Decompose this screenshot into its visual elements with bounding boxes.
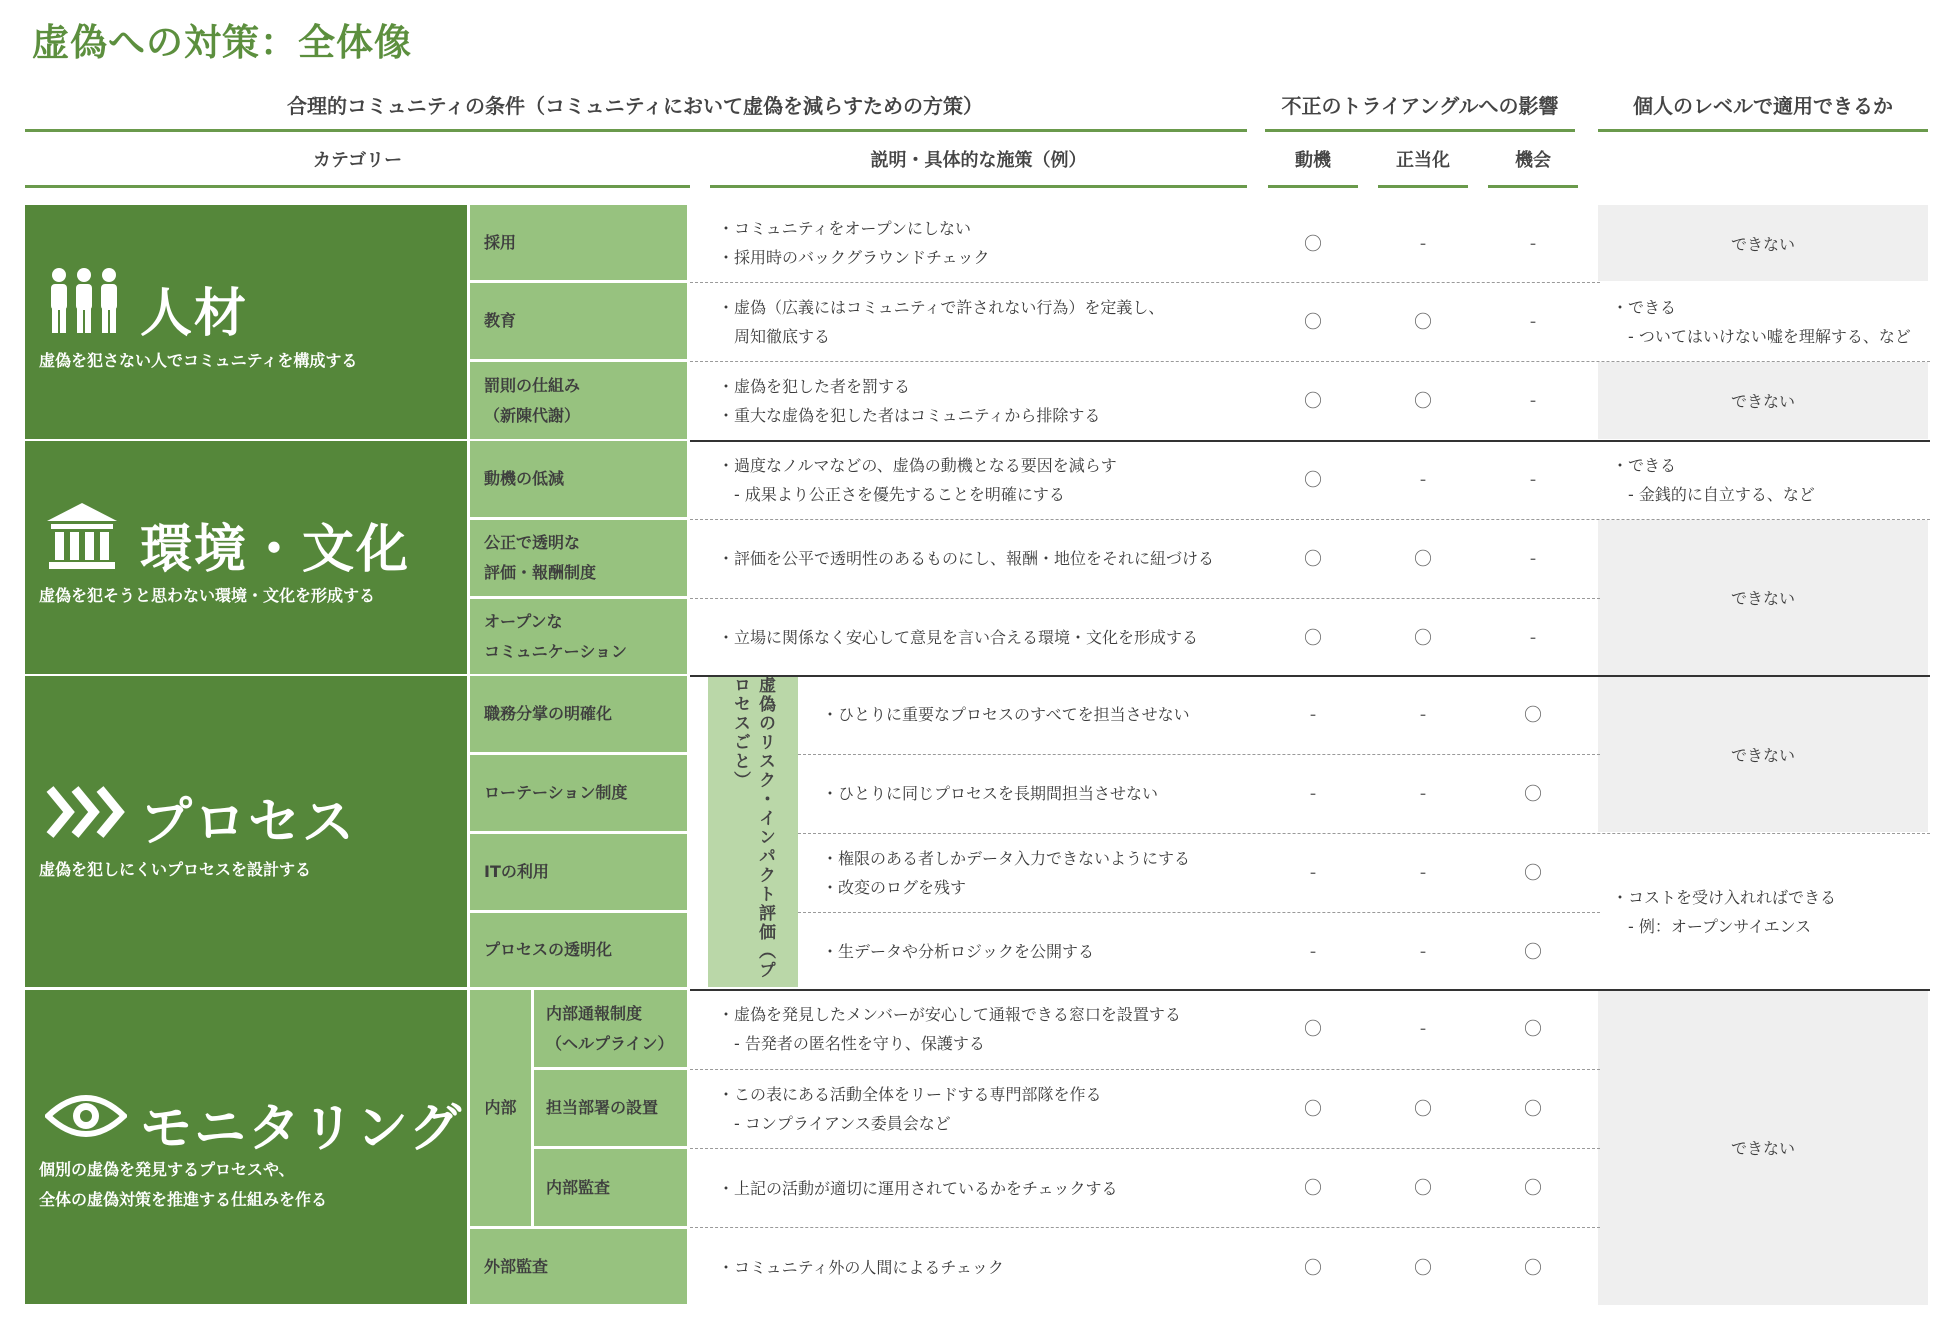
row-divider — [690, 1227, 1600, 1228]
opportunity-mark: - — [1529, 310, 1537, 332]
building-icon — [45, 501, 119, 571]
conditions-rule — [25, 129, 1247, 132]
individual-cell: ・できる - ついてはいけない嘘を理解する、など — [1612, 297, 1911, 346]
row-divider — [690, 1069, 1600, 1070]
section-divider — [690, 440, 1930, 442]
opportunity-header: 機会 — [1515, 150, 1551, 171]
motive-mark: - — [1309, 782, 1317, 804]
description-cell: ・虚偽を発見したメンバーが安心して通報できる窓口を設置する - 告発者の匿名性を守り、保護する — [718, 1005, 1181, 1053]
description-cell: ・コミュニティをオープンにしない ・採用時のバックグラウンドチェック — [718, 219, 990, 267]
internal-group-label: 内部 — [470, 990, 531, 1226]
subcategory-cell: ローテーション制度 — [470, 755, 687, 831]
subcategory-cell: 内部監査 — [534, 1149, 687, 1226]
individual-header: 個人のレベルで適用できるか — [1633, 94, 1893, 118]
category-jinzai — [25, 205, 467, 439]
process-risk-label: 虚偽のリスク・インパクト評価（プロセスごと） — [708, 676, 798, 987]
individual-cell: できない — [1598, 362, 1928, 439]
individual-cell: できない — [1598, 205, 1928, 281]
motive-mark: 〇 — [1304, 470, 1322, 491]
rationalization-mark: - — [1419, 940, 1427, 962]
category-desc-2: 全体の虚偽対策を推進する仕組みを作る — [39, 1190, 328, 1209]
category-name: 人材 — [140, 284, 249, 344]
description-cell: ・評価を公平で透明性のあるものにし、報酬・地位をそれに紐づける — [718, 549, 1215, 568]
description-cell: ・過度なノルマなどの、虚偽の動機となる要因を減らす - 成果より公正さを優先することを明確にする — [718, 455, 1117, 504]
description-cell: ・権限のある者しかデータ入力できないようにする ・改変のログを残す — [822, 848, 1191, 897]
rationalization-mark: - — [1419, 468, 1427, 490]
rationalization-mark: - — [1419, 703, 1427, 725]
opportunity-rule — [1488, 185, 1578, 188]
motive-mark: 〇 — [1304, 628, 1322, 649]
row-divider — [798, 912, 1600, 913]
category-rule — [25, 185, 690, 188]
individual-cell: ・できる - 金銭的に自立する、など — [1612, 455, 1815, 504]
description-rule — [710, 185, 1247, 188]
motive-mark: 〇 — [1304, 312, 1322, 333]
row-divider — [690, 361, 1930, 362]
motive-mark: 〇 — [1304, 1099, 1322, 1120]
category-process — [25, 676, 467, 987]
description-cell: ・生データや分析ロジックを公開する — [822, 941, 1095, 961]
motive-mark: 〇 — [1304, 234, 1322, 255]
row-divider — [798, 754, 1600, 755]
category-name: モニタリング — [140, 1099, 463, 1159]
conditions-header: 合理的コミュニティの条件（コミュニティにおいて虚偽を減らすための方策） — [287, 94, 983, 118]
section-divider — [690, 675, 1930, 677]
individual-cell: ・コストを受け入れればできる - 例：オープンサイエンス — [1612, 887, 1837, 936]
subcategory-cell: プロセスの透明化 — [470, 913, 687, 987]
subcategory-cell: 担当部署の設置 — [534, 1070, 687, 1146]
motive-mark: 〇 — [1304, 549, 1322, 570]
subcategory-cell: 職務分掌の明確化 — [470, 676, 687, 752]
rationalization-mark: 〇 — [1414, 1178, 1432, 1199]
opportunity-mark: - — [1529, 389, 1537, 411]
subcategory-cell: 公正で透明な 評価・報酬制度 — [470, 520, 687, 596]
subcategory-cell: 教育 — [470, 283, 687, 359]
category-name: プロセス — [140, 793, 357, 853]
rationalization-mark: - — [1419, 861, 1427, 883]
opportunity-mark: - — [1529, 232, 1537, 254]
motive-mark: - — [1309, 703, 1317, 725]
rationalization-rule — [1378, 185, 1468, 188]
category-desc: 虚偽を犯さない人でコミュニティを構成する — [39, 351, 358, 370]
opportunity-mark: - — [1529, 626, 1537, 648]
opportunity-mark: 〇 — [1524, 863, 1542, 884]
description-cell: ・この表にある活動全体をリードする専門部隊を作る - コンプライアンス委員会など — [718, 1085, 1102, 1133]
description-cell: ・上記の活動が適切に運用されているかをチェックする — [718, 1178, 1118, 1198]
rationalization-mark: 〇 — [1414, 391, 1432, 412]
row-divider — [690, 519, 1930, 520]
subcategory-cell: 罰則の仕組み （新陳代謝） — [470, 362, 687, 439]
category-monitoring — [25, 990, 467, 1304]
row-divider — [690, 1148, 1600, 1149]
rationalization-mark: - — [1419, 1017, 1427, 1039]
motive-mark: - — [1309, 940, 1317, 962]
opportunity-mark: 〇 — [1524, 1019, 1542, 1040]
motive-mark: 〇 — [1304, 1258, 1322, 1279]
description-cell: ・コミュニティ外の人間によるチェック — [718, 1257, 1004, 1277]
category-desc: 虚偽を犯しにくいプロセスを設計する — [39, 860, 312, 879]
section-divider — [690, 989, 1930, 991]
subcategory-cell: 内部通報制度 （ヘルプライン） — [534, 990, 687, 1067]
subcategory-cell: 動機の低減 — [470, 441, 687, 517]
opportunity-mark: - — [1529, 468, 1537, 490]
opportunity-mark: - — [1529, 547, 1537, 569]
people-icon — [45, 267, 123, 335]
category-header: カテゴリー — [312, 150, 403, 171]
individual-cell: できない — [1598, 676, 1928, 832]
description-header: 説明・具体的な施策（例） — [870, 150, 1087, 171]
eye-icon — [45, 1090, 127, 1142]
motive-mark: - — [1309, 861, 1317, 883]
subcategory-cell: ITの利用 — [470, 834, 687, 910]
chevrons-icon — [45, 784, 127, 840]
opportunity-mark: 〇 — [1524, 1178, 1542, 1199]
row-divider — [690, 282, 1600, 283]
triangle-header: 不正のトライアングルへの影響 — [1281, 94, 1559, 118]
motive-mark: 〇 — [1304, 391, 1322, 412]
motive-mark: 〇 — [1304, 1019, 1322, 1040]
opportunity-mark: 〇 — [1524, 784, 1542, 805]
row-divider — [690, 598, 1600, 599]
subcategory-cell: 採用 — [470, 205, 687, 280]
motive-rule — [1268, 185, 1358, 188]
motive-mark: 〇 — [1304, 1178, 1322, 1199]
category-kankyo — [25, 441, 467, 674]
description-cell: ・虚偽（広義にはコミュニティで許されない行為）を定義し、 周知徹底する — [718, 297, 1165, 346]
category-name: 環境・文化 — [140, 520, 411, 580]
rationalization-mark: - — [1419, 782, 1427, 804]
triangle-rule — [1265, 129, 1575, 132]
opportunity-mark: 〇 — [1524, 705, 1542, 726]
rationalization-mark: 〇 — [1414, 1258, 1432, 1279]
rationalization-mark: - — [1419, 232, 1427, 254]
page-title: 虚偽への対策：全体像 — [32, 21, 412, 64]
description-cell: ・立場に関係なく安心して意見を言い合える環境・文化を形成する — [718, 627, 1199, 647]
rationalization-mark: 〇 — [1414, 1099, 1432, 1120]
subcategory-cell: オープンな コミュニケーション — [470, 599, 687, 674]
rationalization-mark: 〇 — [1414, 628, 1432, 649]
opportunity-mark: 〇 — [1524, 1258, 1542, 1279]
individual-rule — [1598, 129, 1928, 132]
category-desc: 個別の虚偽を発見するプロセスや、 — [39, 1160, 295, 1179]
subcategory-cell: 外部監査 — [470, 1229, 687, 1304]
individual-cell: できない — [1598, 990, 1928, 1305]
category-desc: 虚偽を犯そうと思わない環境・文化を形成する — [39, 586, 376, 605]
opportunity-mark: 〇 — [1524, 942, 1542, 963]
individual-cell: できない — [1598, 520, 1928, 675]
rationalization-mark: 〇 — [1414, 312, 1432, 333]
opportunity-mark: 〇 — [1524, 1099, 1542, 1120]
motive-header: 動機 — [1295, 150, 1331, 171]
row-divider — [798, 833, 1930, 834]
rationalization-header: 正当化 — [1396, 150, 1450, 171]
description-cell: ・虚偽を犯した者を罰する ・重大な虚偽を犯した者はコミュニティから排除する — [718, 376, 1101, 425]
description-cell: ・ひとりに重要なプロセスのすべてを担当させない — [822, 705, 1190, 724]
rationalization-mark: 〇 — [1414, 549, 1432, 570]
description-cell: ・ひとりに同じプロセスを長期間担当させない — [822, 784, 1159, 803]
